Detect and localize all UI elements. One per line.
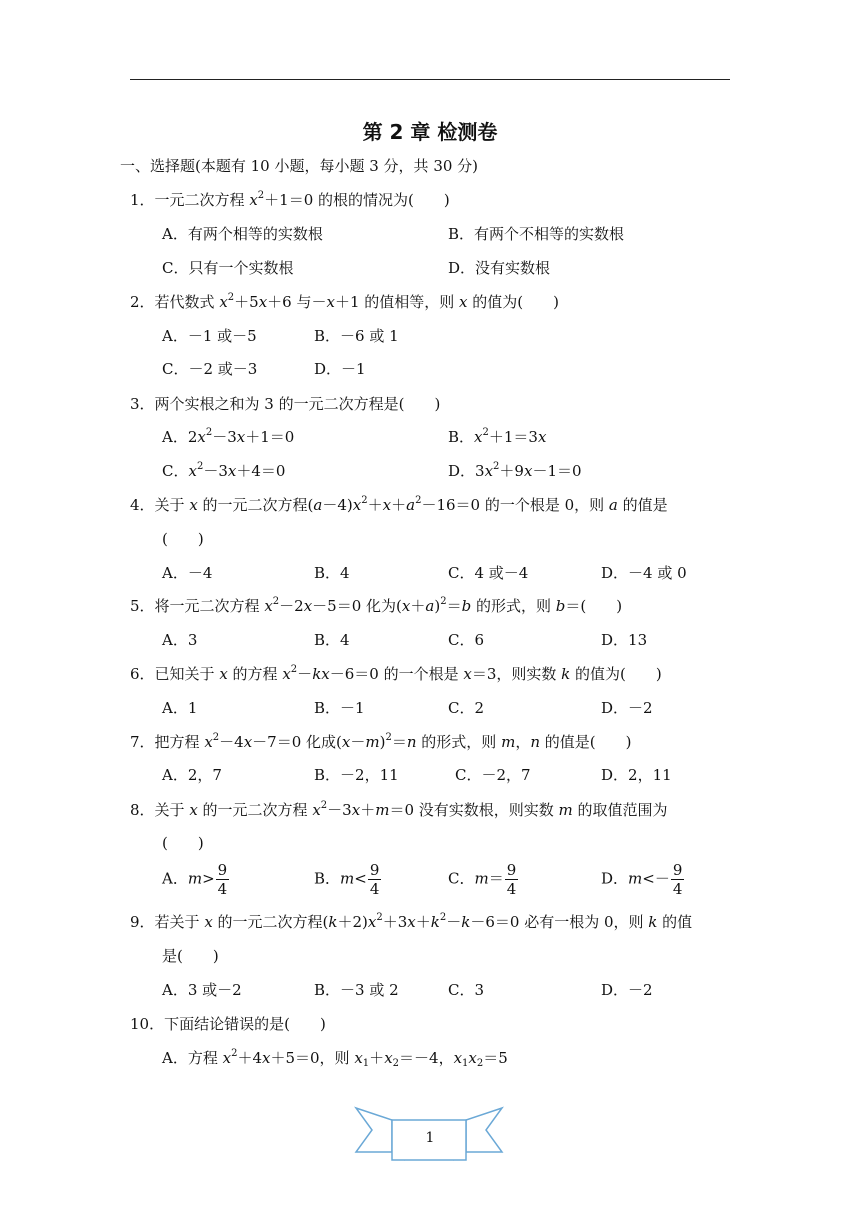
q1-option-c: C．只有一个实数根 [162,259,294,277]
q3-option-d: D．$3x^2+9x-1=0$ [448,461,582,480]
q4-option-d: D．－4 或 0 [601,564,687,582]
question-6: 6．已知关于 x 的方程 $x^2-kx-6=0$ 的一个根是 x＝3，则实数 k 的值为( ) [130,664,662,683]
question-9-cont: 是( ) [162,947,219,965]
q8-option-a: A．m> $\frac{9}{4}$ [162,861,228,898]
question-4: 4．关于 x 的一元二次方程$(a-4)x^2+x+a^2-16=0$ 的一个根是 0，则 a 的值是 [130,495,668,514]
q1-option-b: B．有两个不相等的实数根 [448,225,625,243]
question-1: 1．一元二次方程 $x^2+1=0$ 的根的情况为( ) [130,190,450,209]
q1-option-a: A．有两个相等的实数根 [162,225,323,243]
q1-option-d: D．没有实数根 [448,259,551,277]
q9-option-c: C．3 [448,981,485,999]
q5-option-a: A．3 [162,631,198,649]
q5-option-b: B．4 [314,631,350,649]
q6-option-a: A．1 [162,699,198,717]
q7-option-c: C．－2，7 [455,766,531,784]
question-8-cont: ( ) [162,834,204,852]
question-9: 9．若关于 x 的一元二次方程$(k+2)x^2+3x+k^2-k-6=0$ 必有一根为 0，则 k 的值 [130,912,693,931]
page-title: 第 2 章 检测卷 [362,120,498,144]
q6-option-c: C．2 [448,699,485,717]
header-rule [130,79,730,80]
q4-option-a: A．－4 [162,564,213,582]
q7-option-a: A．2，7 [162,766,222,784]
q4-option-c: C．4 或－4 [448,564,529,582]
section-heading: 一、选择题(本题有 10 小题，每小题 3 分，共 30 分) [120,157,479,175]
question-5: 5．将一元二次方程 $x^2-2x-5=0$ 化为$(x+a)^2=b$ 的形式，则 b＝( ) [130,596,623,615]
q2-option-c: C．－2 或－3 [162,360,258,378]
q2-option-d: D．－1 [314,360,366,378]
q7-option-d: D．2，11 [601,766,672,784]
question-10: 10．下面结论错误的是( ) [130,1015,326,1033]
q9-option-d: D．－2 [601,981,653,999]
question-8: 8．关于 x 的一元二次方程 $x^2-3x+m=0$ 没有实数根，则实数 m 的取值范围为 [130,800,668,819]
q10-option-a: A．方程 $x^2+4x+5=0$，则 $x_1+x_2=-4$，$x_1x_2=5$ [162,1048,508,1069]
q9-option-b: B．－3 或 2 [314,981,399,999]
q3-option-a: A．$2x^2-3x+1=0$ [162,427,295,446]
question-7: 7．把方程 $x^2-4x-7=0$ 化成$(x-m)^2=n$ 的形式，则 m，n 的值是( ) [130,732,632,751]
page-number: 1 [425,1130,435,1146]
q7-option-b: B．－2，11 [314,766,399,784]
question-2: 2．若代数式 $x^2+5x+6$ 与－x＋1 的值相等，则 x 的值为( ) [130,292,559,311]
q2-option-a: A．－1 或－5 [162,327,257,345]
q6-option-d: D．－2 [601,699,653,717]
q4-option-b: B．4 [314,564,350,582]
q9-option-a: A．3 或－2 [162,981,242,999]
q6-option-b: B．－1 [314,699,365,717]
q3-option-b: B．$x^2+1=3x$ [448,427,547,446]
q8-option-b: B．m< $\frac{9}{4}$ [314,861,380,898]
question-3: 3．两个实根之和为 3 的一元二次方程是( ) [130,395,441,413]
question-4-cont: ( ) [162,530,204,548]
q2-option-b: B．－6 或 1 [314,327,399,345]
q8-option-d: D．m<－ $\frac{9}{4}$ [601,861,683,898]
q5-option-d: D．13 [601,631,648,649]
q3-option-c: C．$x^2-3x+4=0$ [162,461,286,480]
q8-option-c: C．m＝ $\frac{9}{4}$ [448,861,517,898]
q5-option-c: C．6 [448,631,485,649]
